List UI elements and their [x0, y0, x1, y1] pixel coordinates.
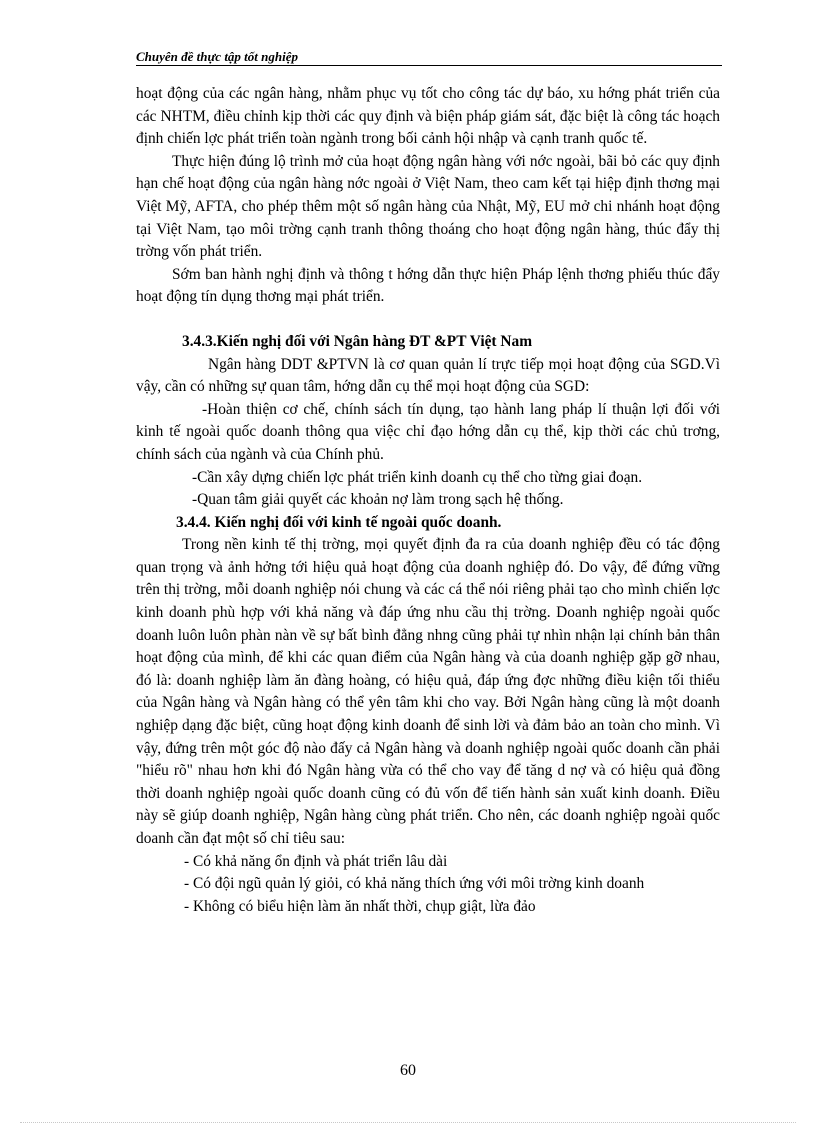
section-heading-344: 3.4.4. Kiến nghị đối với kinh tế ngoài quốc doanh. [176, 513, 502, 531]
page-body [136, 83, 720, 918]
list-item: -Hoàn thiện cơ chế, chính sách tín dụng, tạo hành lang pháp lí thuận lợi đối với kinh tế ngoài quốc doanh thông qua việc chỉ đạo hớng dẫn cụ thể, kịp thời các chủ trơng, chính sách của ngành và của Chính phủ. [136, 400, 720, 463]
paragraph: Trong nền kinh tế thị trờng, mọi quyết định đa ra của doanh nghiệp đều có tác động quan trọng và ảnh hởng tới hiệu quả hoạt động của doanh nghiệp đó. Do vậy, để đứng vững trên thị trờng, mỗi doanh nghiệp nói chung và các cá thể nói riêng phải tạo cho mình chiến lợc kinh doanh phù hợp với khả năng và đáp ứng nhu cầu thị trờng. Doanh nghiệp ngoài quốc doanh luôn luôn phàn nàn về sự bất bình đẳng nhng cũng phải tự nhìn nhận lại chính bản thân hoạt động của mình, để khi các quan điểm của Ngân hàng và của doanh nghiệp gặp gỡ nhau, đó là: doanh nghiệp làm ăn đàng hoàng, có hiệu quả, đáp ứng đợc những điều kiện tối thiểu của Ngân hàng và Ngân hàng có thể yên tâm khi cho vay. Bởi Ngân hàng cũng là một doanh nghiệp dạng đặc biệt, cũng hoạt động kinh doanh để sinh lời và đảm bảo an toàn cho mình. Vì vậy, đứng trên một góc độ nào đấy cả Ngân hàng và doanh nghiệp ngoài quốc doanh cần phải "hiểu rõ" nhau hơn khi đó Ngân hàng vừa có thể cho vay để tăng d nợ và có hiệu quả đồng thời doanh nghiệp ngoài quốc doanh cũng có đủ vốn để tiến hành sản xuất kinh doanh. Điều này sẽ giúp doanh nghiệp, Ngân hàng cùng phát triển. Cho nên, các doanh nghiệp ngoài quốc doanh cần đạt một số chỉ tiêu sau: [136, 536, 720, 847]
list-item: -Cần xây dựng chiến lợc phát triển kinh doanh cụ thể cho từng giai đoạn. [192, 468, 643, 486]
list-item: - Không có biểu hiện làm ăn nhất thời, chụp giật, lừa đảo [184, 897, 536, 915]
list-item: - Có đội ngũ quản lý giỏi, có khả năng thích ứng với môi trờng kinh doanh [184, 875, 645, 893]
running-header: Chuyên đề thực tập tốt nghiệp [136, 49, 298, 64]
paragraph: hoạt động của các ngân hàng, nhằm phục vụ tốt cho công tác dự báo, xu hớng phát triển của các NHTM, điều chỉnh kịp thời các quy định và biện pháp giám sát, đặc biệt là công tác hoạch định chiến lợc phát triển toàn ngành trong bối cảnh hội nhập và cạnh tranh quốc tế. [136, 85, 720, 148]
spacer [136, 309, 720, 331]
paragraph: Sớm ban hành nghị định và thông t hớng dẫn thực hiện Pháp lệnh thơng phiếu thúc đẩy hoạt động tín dụng thơng mại phát triển. [136, 265, 720, 306]
header-rule [136, 65, 722, 66]
paragraph: Ngân hàng DDT &PTVN là cơ quan quản lí trực tiếp mọi hoạt động của SGD.Vì vậy, cần có những sự quan tâm, hớng dẫn cụ thể mọi hoạt động của SGD: [136, 355, 720, 396]
list-item: - Có khả năng ổn định và phát triển lâu dài [184, 852, 448, 870]
list-item: -Quan tâm giải quyết các khoản nợ làm trong sạch hệ thống. [192, 491, 564, 509]
section-heading-343: 3.4.3.Kiến nghị đối với Ngân hàng ĐT &PT Việt Nam [182, 332, 533, 350]
page-number: 60 [400, 1062, 416, 1079]
paragraph: Thực hiện đúng lộ trình mở của hoạt động ngân hàng với nớc ngoài, bãi bỏ các quy định hạn chế hoạt động của ngân hàng nớc ngoài ở Việt Nam, theo cam kết tại hiệp định thơng mại Việt Mỹ, AFTA, cho phép thêm một số ngân hàng của Nhật, Mỹ, EU mở chi nhánh hoạt động tại Việt Nam, tạo môi trờng cạnh tranh thông thoáng cho hoạt động ngân hàng, thúc đẩy thị trờng vốn phát triển. [136, 152, 720, 261]
